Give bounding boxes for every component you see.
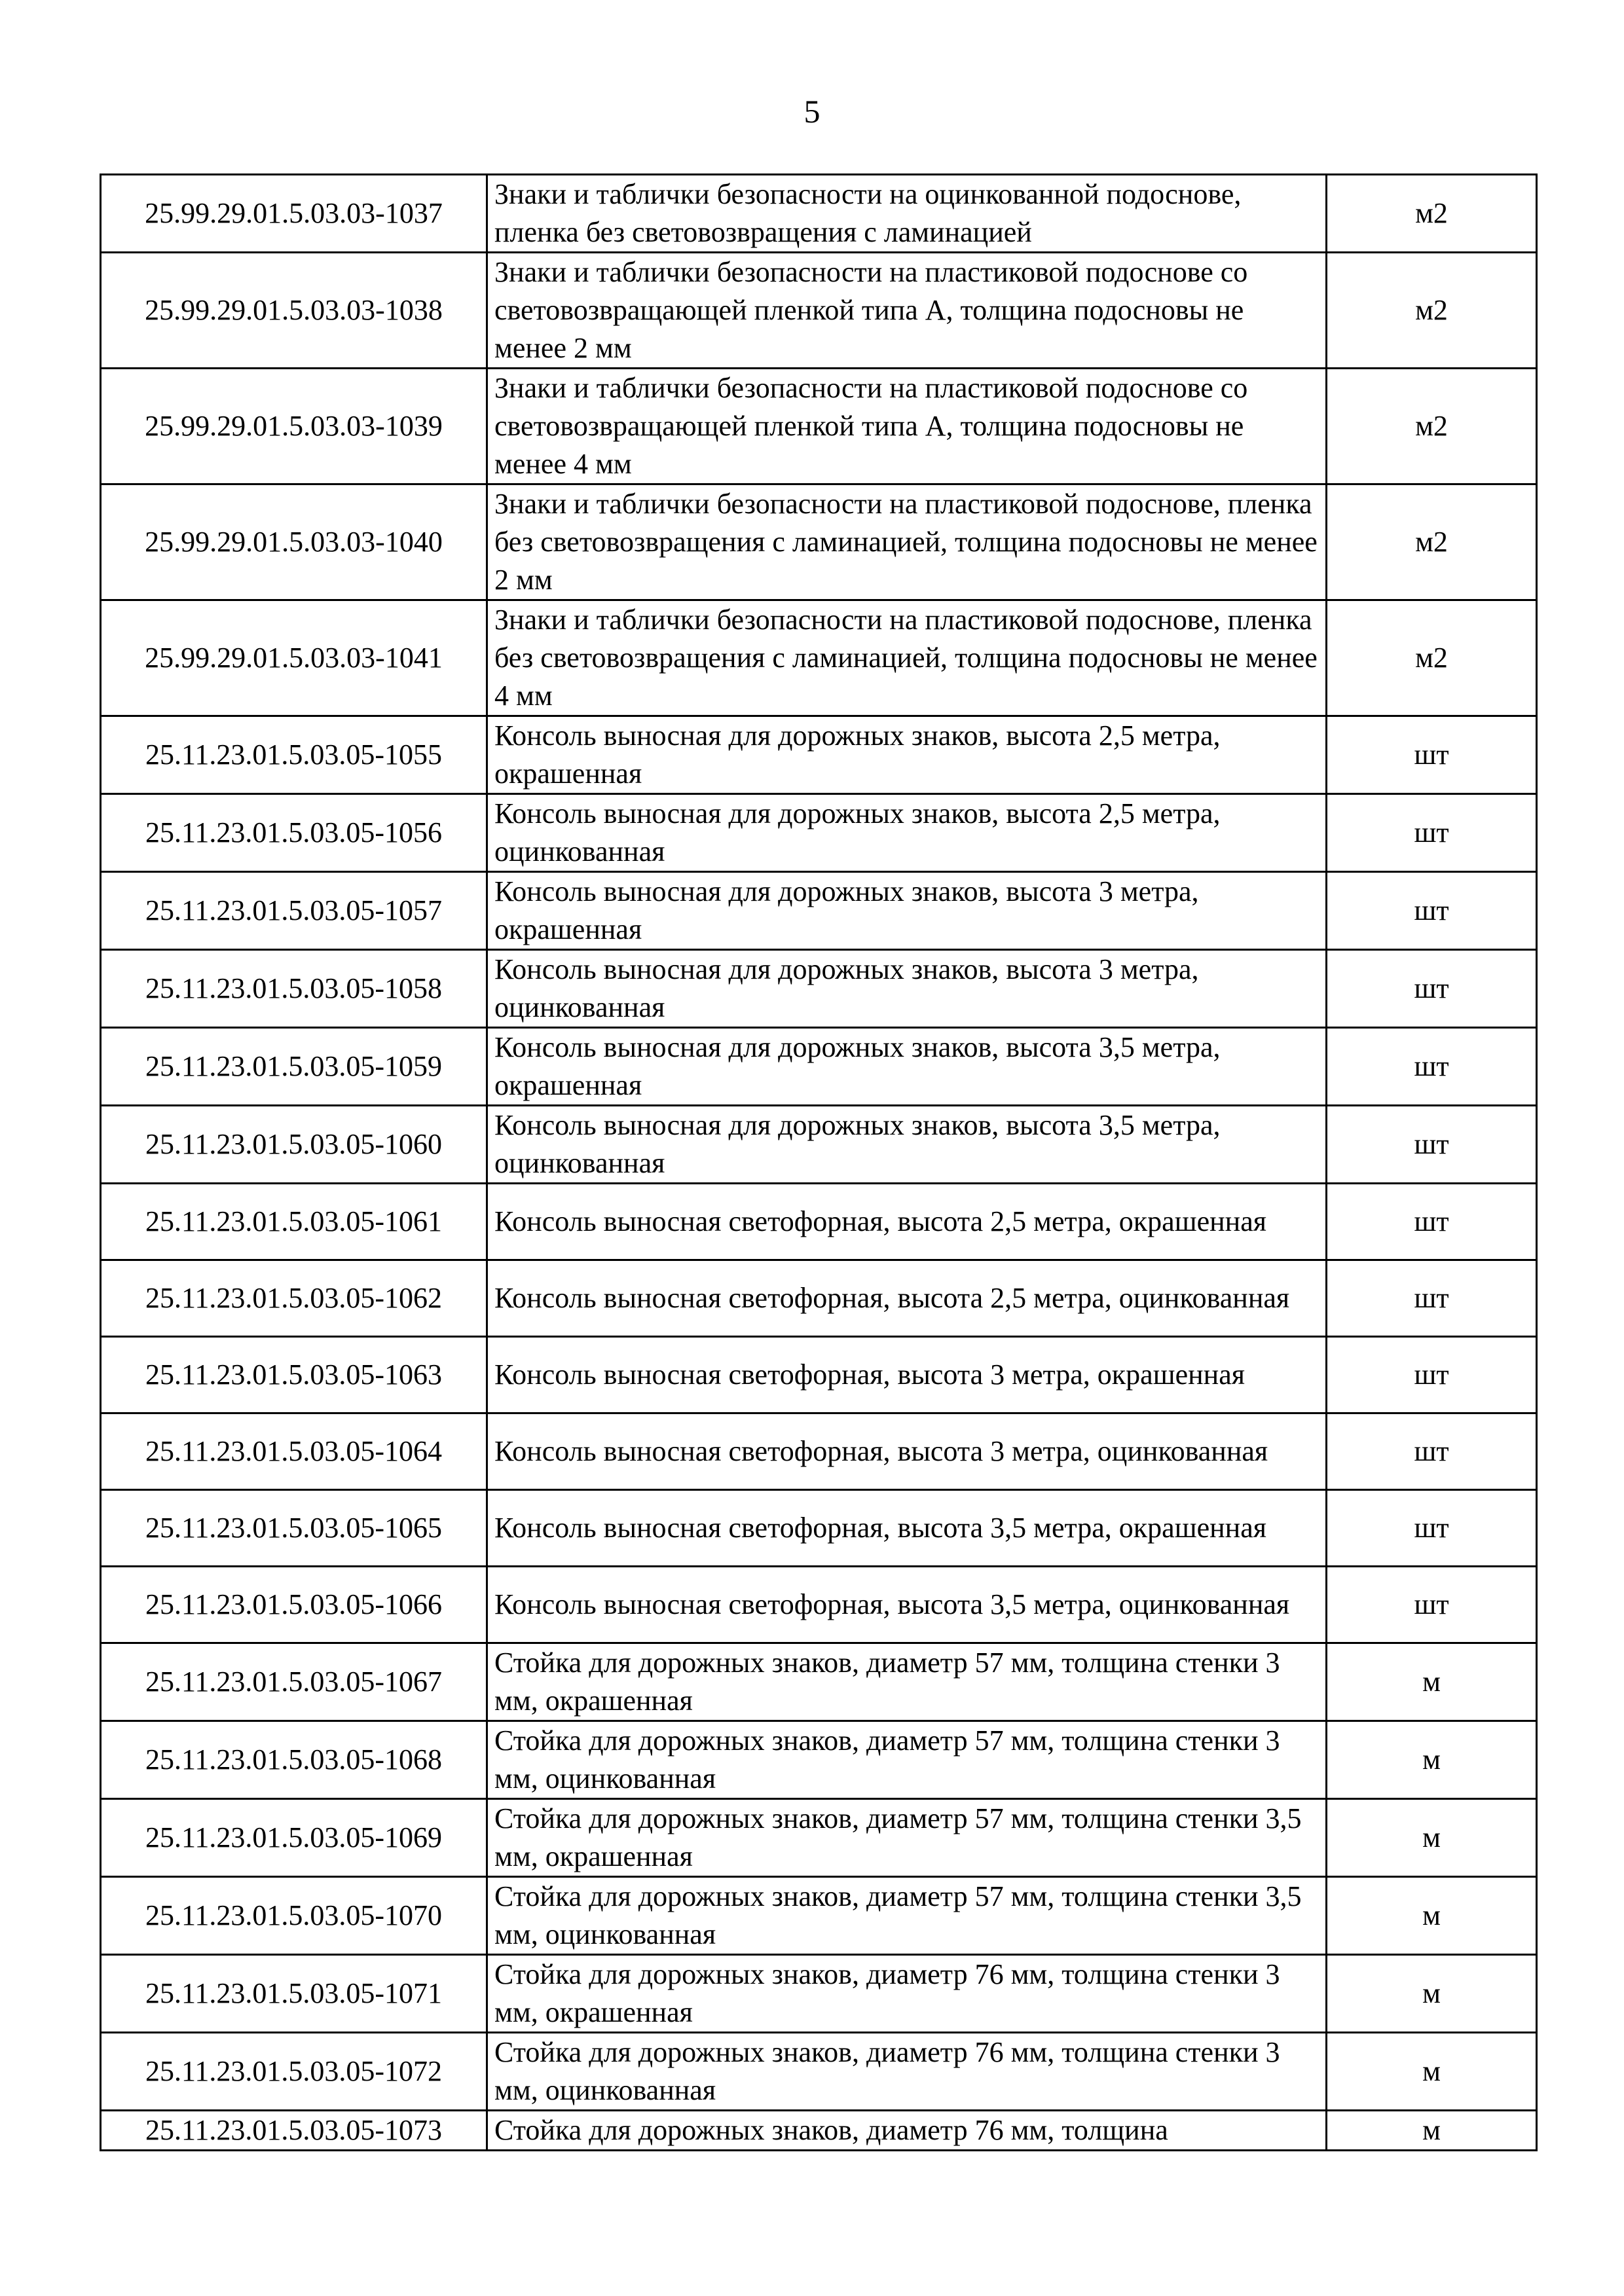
resource-code: 25.11.23.01.5.03.05-1063	[101, 1337, 487, 1413]
table-row	[101, 1413, 1537, 1490]
resource-code: 25.11.23.01.5.03.05-1069	[101, 1799, 487, 1877]
resource-code: 25.11.23.01.5.03.05-1055	[101, 716, 487, 794]
resource-code: 25.99.29.01.5.03.03-1040	[101, 484, 487, 600]
resource-code: 25.11.23.01.5.03.05-1062	[101, 1260, 487, 1337]
resource-description: Консоль выносная светофорная, высота 2,5 метра, окрашенная	[487, 1184, 1327, 1260]
resource-code: 25.99.29.01.5.03.03-1038	[101, 253, 487, 369]
resource-description: Консоль выносная светофорная, высота 3,5 метра, оцинкованная	[487, 1567, 1327, 1643]
resource-description: Знаки и таблички безопасности на пластиковой подоснове, пленка без световозвращения с ламинацией, толщина подосновы не менее 2 мм	[487, 484, 1327, 600]
table-row	[101, 1260, 1537, 1337]
resource-description: Консоль выносная светофорная, высота 2,5 метра, оцинкованная	[487, 1260, 1327, 1337]
resource-code: 25.11.23.01.5.03.05-1068	[101, 1721, 487, 1799]
table-row	[101, 600, 1537, 716]
table-row	[101, 950, 1537, 1028]
resource-description: Стойка для дорожных знаков, диаметр 57 мм, толщина стенки 3 мм, оцинкованная	[487, 1721, 1327, 1799]
resource-description: Стойка для дорожных знаков, диаметр 57 мм, толщина стенки 3,5 мм, оцинкованная	[487, 1877, 1327, 1955]
table-row	[101, 1955, 1537, 2033]
table-row	[101, 1028, 1537, 1106]
resource-description: Консоль выносная светофорная, высота 3 метра, оцинкованная	[487, 1413, 1327, 1490]
resource-unit: м2	[1327, 175, 1537, 253]
table-row	[101, 175, 1537, 253]
resource-description: Консоль выносная для дорожных знаков, высота 2,5 метра, окрашенная	[487, 716, 1327, 794]
resource-unit: м	[1327, 1877, 1537, 1955]
table-row	[101, 1799, 1537, 1877]
table-row	[101, 1877, 1537, 1955]
resource-code: 25.11.23.01.5.03.05-1059	[101, 1028, 487, 1106]
resource-unit: шт	[1327, 1106, 1537, 1184]
table-row	[101, 484, 1537, 600]
table-row	[101, 872, 1537, 950]
resource-description: Знаки и таблички безопасности на пластиковой подоснове, пленка без световозвращения с ламинацией, толщина подосновы не менее 4 мм	[487, 600, 1327, 716]
resource-description: Стойка для дорожных знаков, диаметр 76 мм, толщина стенки 3 мм, оцинкованная	[487, 2033, 1327, 2111]
table-row	[101, 2111, 1537, 2151]
table-row	[101, 716, 1537, 794]
resource-code: 25.99.29.01.5.03.03-1037	[101, 175, 487, 253]
resource-description: Стойка для дорожных знаков, диаметр 57 мм, толщина стенки 3,5 мм, окрашенная	[487, 1799, 1327, 1877]
resource-description: Консоль выносная для дорожных знаков, высота 3 метра, оцинкованная	[487, 950, 1327, 1028]
table-row	[101, 1106, 1537, 1184]
resource-unit: шт	[1327, 1260, 1537, 1337]
resource-code: 25.11.23.01.5.03.05-1066	[101, 1567, 487, 1643]
resource-code: 25.99.29.01.5.03.03-1041	[101, 600, 487, 716]
resource-unit: м2	[1327, 369, 1537, 484]
table-row	[101, 253, 1537, 369]
resource-unit: м	[1327, 1799, 1537, 1877]
resource-unit: шт	[1327, 1184, 1537, 1260]
resource-description: Знаки и таблички безопасности на пластиковой подоснове со световозвращающей пленкой типа А, толщина подосновы не менее 2 мм	[487, 253, 1327, 369]
resource-unit: шт	[1327, 1567, 1537, 1643]
resource-code: 25.11.23.01.5.03.05-1071	[101, 1955, 487, 2033]
resource-unit: шт	[1327, 716, 1537, 794]
table-row	[101, 369, 1537, 484]
resource-code: 25.11.23.01.5.03.05-1060	[101, 1106, 487, 1184]
table-row	[101, 1721, 1537, 1799]
resource-code: 25.11.23.01.5.03.05-1058	[101, 950, 487, 1028]
table-row	[101, 1567, 1537, 1643]
page-number: 5	[803, 93, 821, 130]
table-row	[101, 1490, 1537, 1567]
resource-code: 25.11.23.01.5.03.05-1064	[101, 1413, 487, 1490]
resource-unit: м	[1327, 1955, 1537, 2033]
resource-unit: шт	[1327, 1413, 1537, 1490]
table-row	[101, 1643, 1537, 1721]
resource-description: Консоль выносная светофорная, высота 3,5 метра, окрашенная	[487, 1490, 1327, 1567]
resource-unit: шт	[1327, 1490, 1537, 1567]
table-row	[101, 1184, 1537, 1260]
resource-unit: м2	[1327, 253, 1537, 369]
resource-description: Консоль выносная для дорожных знаков, высота 3 метра, окрашенная	[487, 872, 1327, 950]
resource-description: Стойка для дорожных знаков, диаметр 76 мм, толщина стенки 3 мм, окрашенная	[487, 1955, 1327, 2033]
resource-description: Стойка для дорожных знаков, диаметр 76 мм, толщина	[487, 2111, 1327, 2151]
resource-unit: м2	[1327, 484, 1537, 600]
table-row	[101, 794, 1537, 872]
resource-unit: шт	[1327, 794, 1537, 872]
resource-unit: шт	[1327, 950, 1537, 1028]
resource-table	[100, 173, 1538, 2151]
resource-code: 25.11.23.01.5.03.05-1072	[101, 2033, 487, 2111]
resource-code: 25.11.23.01.5.03.05-1067	[101, 1643, 487, 1721]
resource-unit: шт	[1327, 1028, 1537, 1106]
resource-unit: м	[1327, 2111, 1537, 2151]
resource-unit: м	[1327, 1643, 1537, 1721]
resource-unit: шт	[1327, 872, 1537, 950]
resource-code: 25.11.23.01.5.03.05-1070	[101, 1877, 487, 1955]
resource-description: Знаки и таблички безопасности на оцинкованной подоснове, пленка без световозвращения с ламинацией	[487, 175, 1327, 253]
resource-description: Консоль выносная для дорожных знаков, высота 3,5 метра, окрашенная	[487, 1028, 1327, 1106]
table-row	[101, 2033, 1537, 2111]
resource-code: 25.11.23.01.5.03.05-1065	[101, 1490, 487, 1567]
resource-unit: м2	[1327, 600, 1537, 716]
resource-code: 25.99.29.01.5.03.03-1039	[101, 369, 487, 484]
resource-code: 25.11.23.01.5.03.05-1061	[101, 1184, 487, 1260]
resource-unit: шт	[1327, 1337, 1537, 1413]
resource-description: Знаки и таблички безопасности на пластиковой подоснове со световозвращающей пленкой типа А, толщина подосновы не менее 4 мм	[487, 369, 1327, 484]
resource-description: Стойка для дорожных знаков, диаметр 57 мм, толщина стенки 3 мм, окрашенная	[487, 1643, 1327, 1721]
resource-description: Консоль выносная светофорная, высота 3 метра, окрашенная	[487, 1337, 1327, 1413]
resource-description: Консоль выносная для дорожных знаков, высота 3,5 метра, оцинкованная	[487, 1106, 1327, 1184]
resource-unit: м	[1327, 1721, 1537, 1799]
resource-code: 25.11.23.01.5.03.05-1056	[101, 794, 487, 872]
table-row	[101, 1337, 1537, 1413]
resource-code: 25.11.23.01.5.03.05-1073	[101, 2111, 487, 2151]
resource-unit: м	[1327, 2033, 1537, 2111]
resource-code: 25.11.23.01.5.03.05-1057	[101, 872, 487, 950]
resource-description: Консоль выносная для дорожных знаков, высота 2,5 метра, оцинкованная	[487, 794, 1327, 872]
